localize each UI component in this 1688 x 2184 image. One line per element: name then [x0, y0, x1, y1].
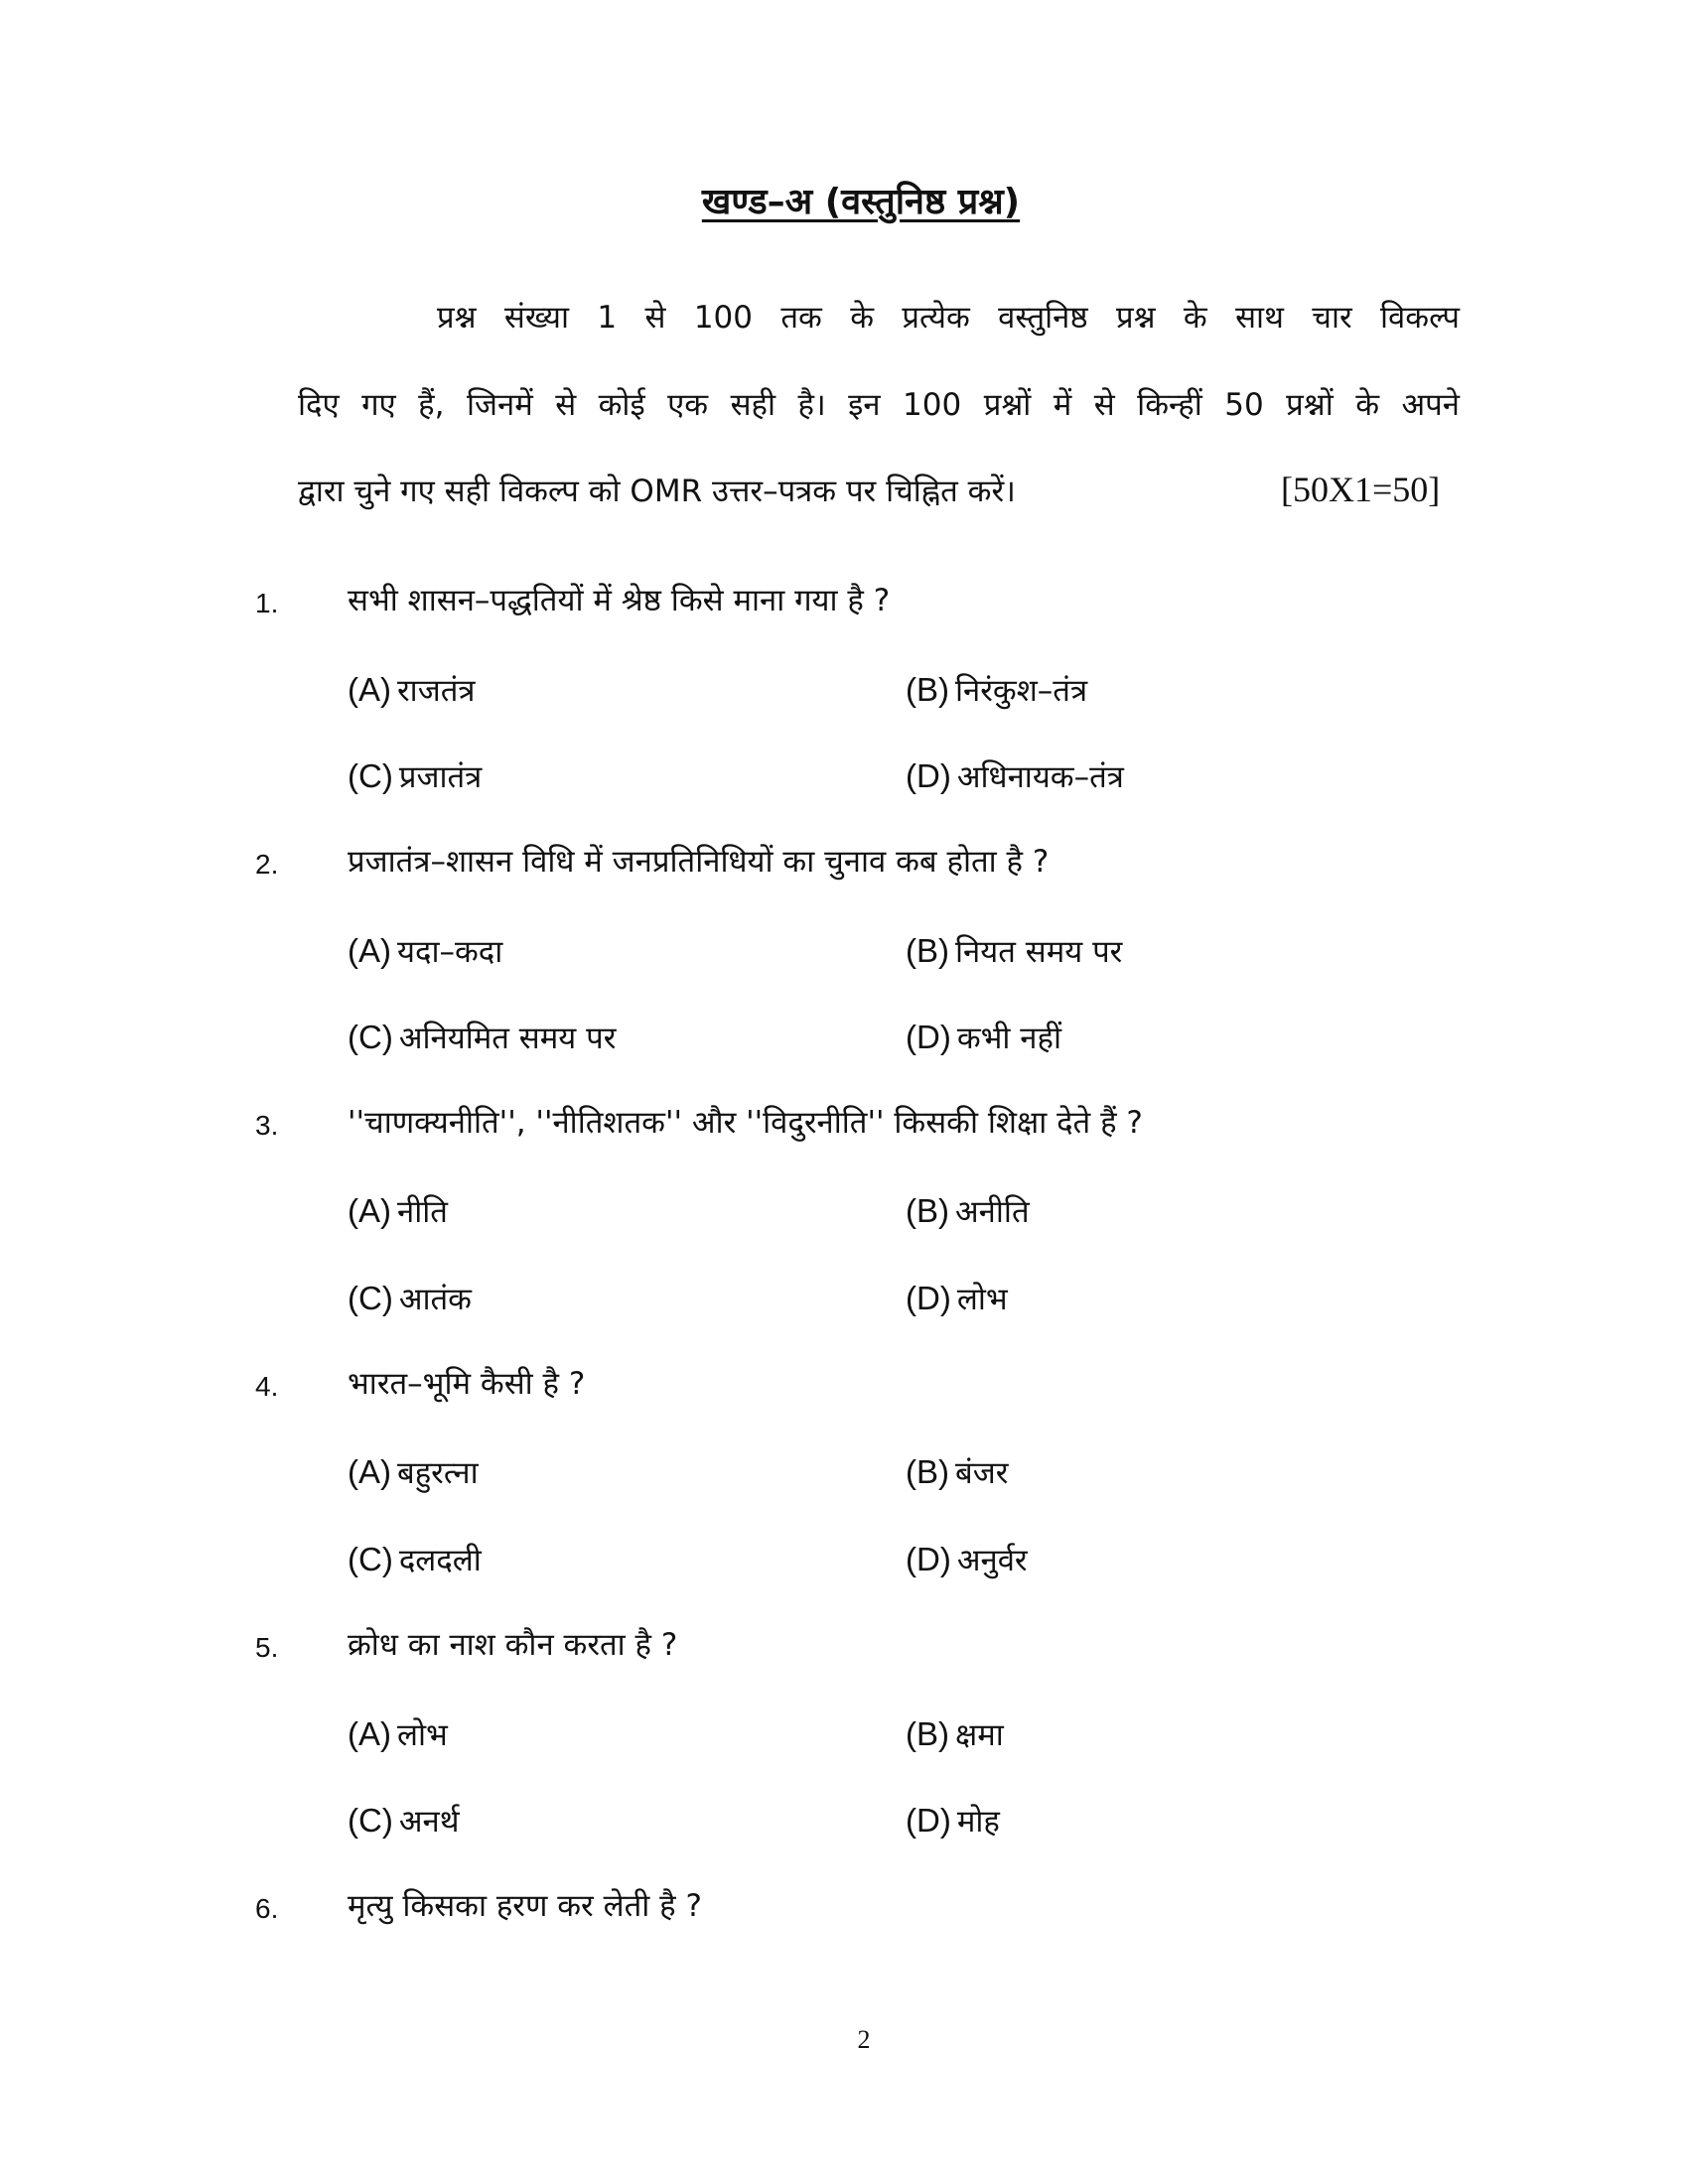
option-label: (B): [906, 671, 949, 708]
question-number: 5.: [255, 1632, 279, 1663]
option-text: क्षमा: [955, 1717, 1004, 1753]
option-a: [348, 1191, 448, 1232]
option-label: (C): [348, 757, 393, 794]
question-number: 3.: [255, 1110, 279, 1141]
marks-allocation: [50X1=50]: [1281, 470, 1441, 509]
question-number: 2.: [255, 849, 279, 880]
option-label: (D): [906, 757, 951, 794]
option-a: [348, 1714, 448, 1755]
option-text: प्रजातंत्र: [398, 759, 483, 795]
option-text: दलदली: [398, 1543, 482, 1578]
option-text: आतंक: [398, 1282, 472, 1317]
page-number: 2: [857, 2025, 871, 2054]
option-text: अनियमित समय पर: [398, 1021, 617, 1056]
option-d: [906, 1801, 1000, 1842]
option-c: [348, 1018, 616, 1058]
option-c: [348, 1279, 472, 1319]
option-a: [348, 931, 502, 972]
option-label: (B): [906, 1715, 949, 1752]
option-b: [906, 1452, 1008, 1493]
option-d: [906, 756, 1124, 797]
option-label: (A): [348, 932, 391, 969]
option-label: (D): [906, 1019, 951, 1055]
instructions-line-2: दिए गए हैं, जिनमें से कोई एक सही है। इन 100 प्रश्नों में से किन्हीं 50 प्रश्नों के अपने: [298, 387, 1460, 423]
question-number: 6.: [255, 1893, 279, 1924]
option-text: बहुरत्ना: [397, 1455, 479, 1491]
option-text: नियत समय पर: [955, 934, 1123, 970]
option-text: लोभ: [397, 1717, 448, 1753]
instructions-line-3-text: द्वारा चुने गए सही विकल्प को OMR उत्तर–पत्रक पर चिह्नित करें।: [298, 474, 1016, 509]
option-label: (D): [906, 1541, 951, 1577]
option-label: (D): [906, 1280, 951, 1316]
option-text: अनर्थ: [398, 1804, 460, 1840]
option-text: मोह: [956, 1804, 1000, 1840]
option-label: (B): [906, 1453, 949, 1490]
option-c: [348, 756, 482, 797]
question-text: प्रजातंत्र–शासन विधि में जनप्रतिनिधियों का चुनाव कब होता है ?: [348, 844, 1050, 880]
option-label: (B): [906, 932, 949, 969]
section-title: [0, 181, 1688, 224]
option-d: [906, 1279, 1008, 1319]
option-label: (D): [906, 1802, 951, 1839]
option-b: [906, 1714, 1004, 1755]
option-d: [906, 1540, 1028, 1580]
option-label: (C): [348, 1541, 393, 1577]
question-text: क्रोध का नाश कौन करता है ?: [348, 1627, 678, 1663]
question-text: मृत्यु किसका हरण कर लेती है ?: [348, 1888, 702, 1924]
section-title-text: खण्ड–अ (वस्तुनिष्ठ प्रश्न): [701, 182, 1021, 222]
option-b: [906, 670, 1087, 711]
option-text: अधिनायक–तंत्र: [956, 759, 1124, 795]
question-text: ''चाणक्यनीति'', ''नीतिशतक'' और ''विदुरनीति'' किसकी शिक्षा देते हैं ?: [348, 1105, 1143, 1141]
option-label: (A): [348, 1715, 391, 1752]
option-text: लोभ: [956, 1282, 1008, 1317]
option-text: यदा–कदा: [397, 934, 503, 970]
option-label: (A): [348, 1192, 391, 1229]
option-d: [906, 1018, 1061, 1058]
option-label: (A): [348, 1453, 391, 1490]
option-a: [348, 1452, 479, 1493]
option-text: बंजर: [955, 1455, 1009, 1491]
option-c: [348, 1801, 460, 1842]
option-text: राजतंत्र: [397, 673, 476, 709]
option-label: (C): [348, 1280, 393, 1316]
question-number: 4.: [255, 1371, 279, 1402]
option-label: (B): [906, 1192, 949, 1229]
option-text: नीति: [397, 1194, 448, 1230]
option-label: (C): [348, 1019, 393, 1055]
option-c: [348, 1540, 482, 1580]
question-text: भारत–भूमि कैसी है ?: [348, 1366, 586, 1402]
option-text: निरंकुश–तंत्र: [955, 673, 1088, 709]
option-text: कभी नहीं: [956, 1021, 1061, 1056]
question-number: 1.: [255, 588, 279, 618]
option-label: (A): [348, 671, 391, 708]
option-a: [348, 670, 476, 711]
option-text: अनीति: [955, 1194, 1030, 1230]
instructions-line-1: प्रश्न संख्या 1 से 100 तक के प्रत्येक वस्तुनिष्ठ प्रश्न के साथ चार विकल्प: [437, 300, 1460, 336]
instructions-line-3: [298, 472, 1460, 511]
option-label: (C): [348, 1802, 393, 1839]
option-b: [906, 1191, 1030, 1232]
option-text: अनुर्वर: [956, 1543, 1028, 1578]
question-text: सभी शासन–पद्धतियों में श्रेष्ठ किसे माना गया है ?: [348, 583, 891, 618]
option-b: [906, 931, 1122, 972]
